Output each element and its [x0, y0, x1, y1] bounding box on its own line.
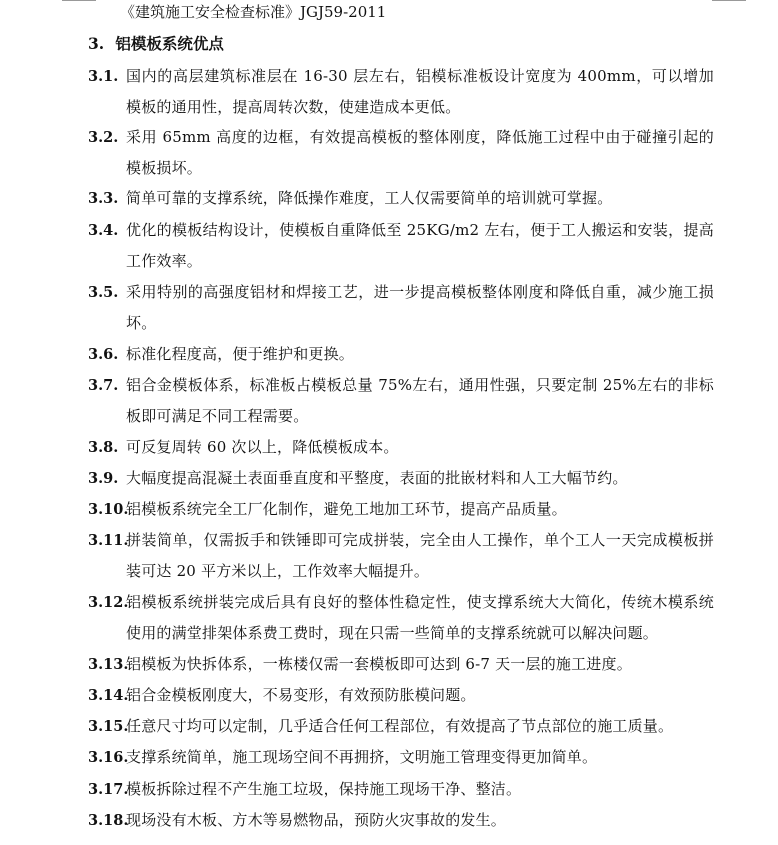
list-item: [88, 432, 714, 463]
item-text: 铝模板为快拆体系，一栋楼仅需一套模板即可达到 6-7 天一层的施工进度。: [126, 655, 632, 673]
item-number: 3.16.: [88, 749, 129, 766]
item-number: 3.5.: [88, 284, 119, 301]
item-text: 模板拆除过程不产生施工垃圾，保持施工现场干净、整洁。: [126, 780, 522, 798]
item-text: 现场没有木板、方木等易燃物品，预防火灾事故的发生。: [126, 811, 507, 829]
item-number: 3.18.: [88, 812, 129, 829]
list-item: [88, 805, 714, 836]
list-item: [88, 183, 714, 214]
list-item: [88, 587, 714, 649]
item-text: 铝模板系统拼装完成后具有良好的整体性稳定性，使支撑系统大大简化，传统木模系统使用的满堂排架体系费工费时，现在只需一些简单的支撑系统就可以解决问题。: [126, 593, 714, 642]
item-text: 铝模板系统完全工厂化制作，避免工地加工环节，提高产品质量。: [126, 500, 567, 518]
crop-mark-left: [62, 0, 96, 1]
list-item: [88, 277, 714, 339]
section-heading: [88, 33, 224, 55]
list-item: [88, 61, 714, 123]
list-item: [88, 122, 714, 184]
list-item: [88, 463, 714, 494]
item-text: 大幅度提高混凝土表面垂直度和平整度，表面的批嵌材料和人工大幅节约。: [126, 469, 628, 487]
item-number: 3.17.: [88, 781, 129, 798]
section-number: 3.: [88, 34, 105, 53]
list-item: [88, 339, 714, 370]
list-item: [88, 649, 714, 680]
item-text: 优化的模板结构设计，使模板自重降低至 25KG/m2 左右，便于工人搬运和安装，提高工作效率。: [126, 221, 714, 270]
item-text: 拼装简单，仅需扳手和铁锤即可完成拼装，完全由人工操作，单个工人一天完成模板拼装可达 20 平方米以上，工作效率大幅提升。: [126, 531, 714, 580]
item-text: 铝合金模板体系，标准板占模板总量 75%左右，通用性强，只要定制 25%左右的非标板即可满足不同工程需要。: [126, 376, 714, 425]
item-number: 3.9.: [88, 470, 119, 487]
section-title: 铝模板系统优点: [115, 34, 224, 53]
item-number: 3.14.: [88, 687, 129, 704]
list-item: [88, 215, 714, 277]
item-text: 标准化程度高，便于维护和更换。: [126, 345, 355, 363]
item-number: 3.12.: [88, 594, 129, 611]
list-item: [88, 711, 714, 742]
item-number: 3.6.: [88, 346, 119, 363]
item-number: 3.4.: [88, 222, 119, 239]
standard-reference: 《建筑施工安全检查标准》JGJ59-2011: [120, 3, 387, 21]
crop-mark-right: [712, 0, 746, 1]
item-number: 3.2.: [88, 129, 119, 146]
item-text: 任意尺寸均可以定制，几乎适合任何工程部位，有效提高了节点部位的施工质量。: [126, 717, 674, 735]
list-item: [88, 370, 714, 432]
item-number: 3.13.: [88, 656, 129, 673]
item-text: 支撑系统简单，施工现场空间不再拥挤，文明施工管理变得更加简单。: [126, 748, 598, 766]
item-text: 采用 65mm 高度的边框，有效提高模板的整体刚度，降低施工过程中由于碰撞引起的模板损坏。: [126, 128, 714, 177]
item-number: 3.10.: [88, 501, 129, 518]
list-item: [88, 525, 714, 587]
item-number: 3.15.: [88, 718, 129, 735]
item-number: 3.11.: [88, 532, 129, 549]
item-number: 3.3.: [88, 190, 119, 207]
list-item: [88, 680, 714, 711]
item-text: 采用特别的高强度铝材和焊接工艺，进一步提高模板整体刚度和降低自重，减少施工损坏。: [126, 283, 714, 332]
list-item: [88, 742, 714, 773]
item-number: 3.8.: [88, 439, 119, 456]
item-text: 可反复周转 60 次以上，降低模板成本。: [126, 438, 399, 456]
item-text: 国内的高层建筑标准层在 16-30 层左右，铝模标准板设计宽度为 400mm，可以增加模板的通用性，提高周转次数，使建造成本更低。: [126, 67, 714, 116]
item-number: 3.1.: [88, 68, 119, 85]
list-item: [88, 774, 714, 805]
item-number: 3.7.: [88, 377, 119, 394]
item-text: 铝合金模板刚度大，不易变形，有效预防胀模问题。: [126, 686, 476, 704]
list-item: [88, 494, 714, 525]
item-text: 简单可靠的支撑系统，降低操作难度，工人仅需要简单的培训就可掌握。: [126, 189, 613, 207]
